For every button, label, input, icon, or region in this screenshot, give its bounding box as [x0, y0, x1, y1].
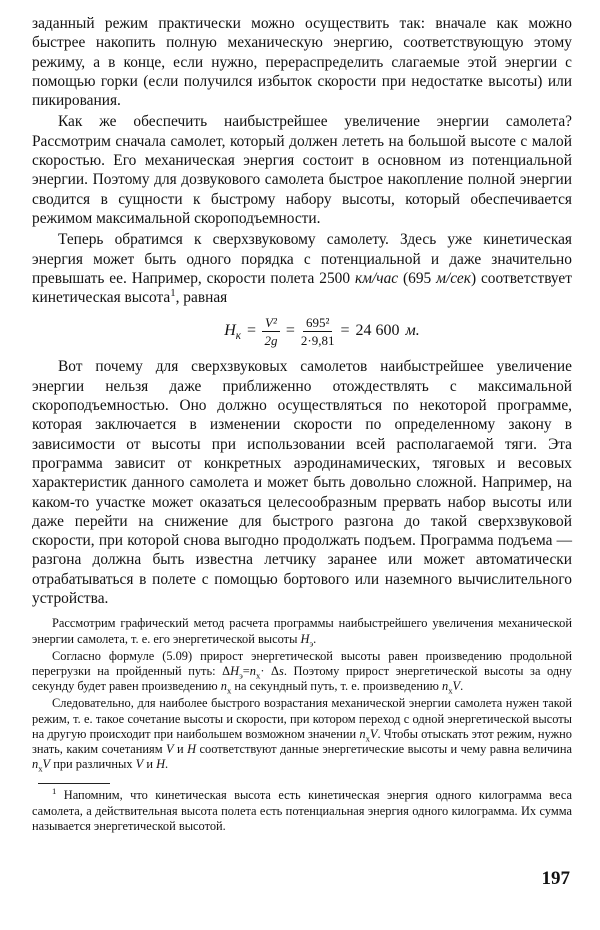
- formula-fraction-1: [262, 315, 280, 348]
- fraction-1-numerator: V²: [262, 315, 280, 332]
- kinetic-height-formula: [32, 307, 572, 355]
- paragraph-3-text-d: , равная: [175, 289, 228, 307]
- fraction-2-denominator: 2·9,81: [300, 332, 335, 348]
- speed-unit-kmh: км/час: [354, 269, 399, 287]
- paragraph-1: заданный режим практически можно осуществить так: вначале как можно быстрее накопить полную механическую энергию, соответствующую этому режиму, а в конце, если нужно, перераспределить слагаемые этой энергии с помощью горки (если получился избыток скорости при недостатке высоты) или пикирования.: [32, 15, 572, 110]
- footnote-reference[interactable]: 1: [170, 287, 176, 300]
- paragraph-3-text-c: ) соответствует кинетическая высота: [32, 269, 572, 307]
- speed-unit-ms: м/сек: [436, 269, 471, 287]
- small-paragraph-2: Согласно формуле (5.09) прирост энергетической высоты равен произведению продольной перегрузки на пройденный путь: $\Delta H_э=n_x\cdot \Delta s$. Поэтому прирост энергетической высоты за одну секунду будет равен произведению $n_x$ на секундный путь, т. е. произведению $n_xV$.: [32, 648, 572, 696]
- page-body: [32, 14, 572, 834]
- small-paragraph-3: Следовательно, для наиболее быстрого возрастания механической энергии самолета нужен такой режим, т. е. такое сочетание высоты и скорости, при котором переход с одной энергетической высоты на другую происходит при наибольшем возможном значении $n_xV$. Чтобы отыскать этот режим, нужно знать, каким сочетаниям V и H соответствуют данные энергетические высоты и чему равна величина $n_xV$ при различных V и H.: [32, 696, 572, 774]
- paragraph-2: Как же обеспечить наибыстрейшее увеличение энергии самолета? Рассмотрим сначала самолет, который должен лететь на большой высоте с малой скоростью. Его механическая энергия состоит в основном из потенциальной энергии. Поэтому для дозвукового самолета быстрое накопление полной энергии сводится в сущности к быстрому набору высоты, который обеспечивается режимом максимальной скороподъемности.: [32, 113, 572, 227]
- formula-lhs: $H_к$: [224, 322, 242, 343]
- formula-unit: м.: [405, 322, 420, 340]
- footnote-divider: [38, 783, 110, 784]
- formula-result: 24 600: [355, 322, 400, 340]
- paragraph-3-text-a: Теперь обратимся к сверхзвуковому самолету. Здесь уже кинетическая энергия может быть одного порядка с потенциальной и даже значительно превышать ее. Например, скорости полета 2500: [32, 231, 572, 287]
- page-number: 197: [541, 868, 570, 889]
- fraction-2-numerator: 695²: [303, 315, 332, 332]
- formula-equals-2: =: [285, 322, 295, 340]
- footnote: [32, 788, 572, 834]
- formula-equals-3: =: [340, 322, 350, 340]
- paragraph-3-text-b: (695: [398, 269, 437, 287]
- footnote-mark: 1: [52, 786, 57, 797]
- formula-equals-1: =: [247, 322, 257, 340]
- footnote-text: Напомним, что кинетическая высота есть кинетическая энергия одного килограмма веса самолета, а действительная высота полета есть потенциальная энергия одного килограмма. Их сумма называется энергетической высотой.: [32, 788, 572, 833]
- formula-fraction-2: [301, 315, 335, 348]
- fraction-1-denominator: 2g: [264, 332, 278, 348]
- small-paragraph-1: Рассмотрим графический метод расчета программы наибыстрейшего увеличения механической энергии самолета, т. е. его энергетической высоты $H_э$.: [32, 616, 572, 648]
- paragraph-3: [32, 230, 572, 307]
- paragraph-4: Вот почему для сверхзвуковых самолетов наибыстрейшее увеличение энергии нельзя даже приближенно отождествлять с максимальной скороподъемностью. Оно должно осуществляться по некоторой программе, которая заключается в изменении скорости по определенному закону в зависимости от высоты при использовании всей располагаемой тяги. Эта программа зависит от конкретных аэродинамических, тяговых и весовых характеристик данного самолета и может быть довольно сложной. Например, на каком-то участке может оказаться целесообразным прервать набор высоты или даже перейти на снижение для быстрого разгона до такой сверхзвуковой скорости, при которой снова выгодно продолжать подъем. Программа подъема — разгона должна быть известна летчику заранее или может автоматически отрабатываться в полете с помощью бортового или наземного вычислительного устройства.: [32, 358, 572, 608]
